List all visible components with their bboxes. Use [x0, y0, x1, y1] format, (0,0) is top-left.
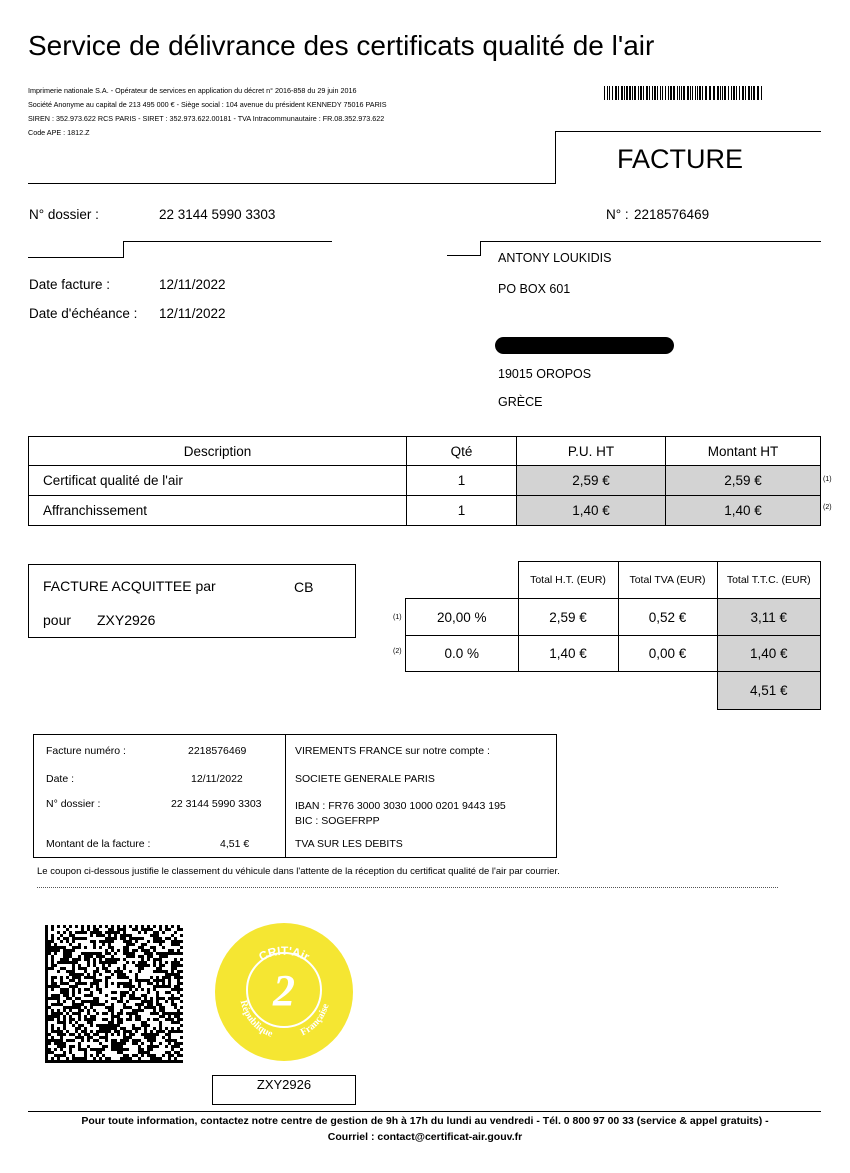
table-row — [29, 466, 821, 496]
legal-line-3: SIREN : 352.973.622 RCS PARIS - SIRET : 352.973.622.00181 - TVA Intracommunautaire : FR.08.352.973.622 — [28, 114, 385, 123]
footnote-marker: (2) — [823, 504, 832, 511]
divider — [123, 241, 332, 242]
header-total-tva: Total TVA (EUR) — [618, 562, 717, 599]
total-ht: 1,40 € — [518, 636, 618, 672]
items-table — [28, 436, 821, 526]
footnote-marker: (1) — [393, 614, 402, 621]
page-title: Service de délivrance des certificats qualité de l'air — [28, 30, 655, 61]
sticker-brand: CRIT'Air — [256, 943, 312, 964]
invoice-number-label: N° : — [606, 207, 629, 222]
item-unit-price: 1,40 € — [517, 496, 666, 526]
footer-info: Pour toute information, contactez notre centre de gestion de 9h à 17h du lundi au vendredi - Tél. 0 800 97 00 33 (service & appel gratuits) - — [81, 1115, 769, 1127]
item-unit-price: 2,59 € — [517, 466, 666, 496]
sticker-right-text: Française — [298, 1002, 332, 1039]
divider — [555, 131, 556, 184]
bic: BIC : SOGEFRPP — [295, 815, 380, 827]
recipient-address: PO BOX 601 — [498, 282, 571, 296]
due-date-label: Date d'échéance : — [29, 306, 138, 321]
item-amount: 1,40 € — [666, 496, 821, 526]
payment-plate: ZXY2926 — [97, 612, 156, 628]
item-qty: 1 — [407, 466, 517, 496]
header-unit-price: P.U. HT — [517, 437, 666, 466]
summary-box — [33, 734, 557, 858]
datamatrix-icon — [45, 925, 184, 1064]
header-total-ht: Total H.T. (EUR) — [518, 562, 618, 599]
coupon-plate: ZXY2926 — [256, 1077, 312, 1092]
divider — [480, 241, 481, 256]
legal-line-4: Code APE : 1812.Z — [28, 128, 90, 137]
plate-box — [212, 1075, 356, 1105]
invoice-number-value: 2218576469 — [634, 207, 710, 222]
footer-email: Courriel : contact@certificat-air.gouv.fr — [327, 1131, 523, 1143]
date-value: 12/11/2022 — [159, 277, 226, 292]
tva-note: TVA SUR LES DEBITS — [295, 838, 403, 850]
divider — [28, 257, 124, 258]
header-amount: Montant HT — [666, 437, 821, 466]
iban: IBAN : FR76 3000 3030 1000 0201 9443 195 — [295, 800, 506, 812]
bank-name: SOCIETE GENERALE PARIS — [295, 773, 435, 785]
vat-rate: 20,00 % — [406, 599, 519, 636]
due-date-value: 12/11/2022 — [159, 306, 226, 321]
acquittee-label: FACTURE ACQUITTEE par — [43, 578, 216, 594]
grand-total: 4,51 € — [717, 672, 821, 710]
recipient-name: ANTONY LOUKIDIS — [498, 251, 612, 265]
summary-amount-label: Montant de la facture : — [46, 838, 151, 850]
item-description: Certificat qualité de l'air — [29, 466, 407, 496]
footnote-marker: (2) — [393, 648, 402, 655]
total-tva: 0,00 € — [618, 636, 717, 672]
payment-box — [28, 564, 356, 638]
total-ttc: 1,40 € — [717, 636, 821, 672]
summary-dossier-label: N° dossier : — [46, 798, 101, 810]
coupon-notice: Le coupon ci-dessous justifie le classement du véhicule dans l'attente de la réception du certificat qualité de l'air par courrier. — [37, 866, 560, 877]
dossier-label: N° dossier : — [29, 207, 99, 222]
table-row — [29, 496, 821, 526]
recipient-postal: 19015 OROPOS — [498, 367, 592, 381]
vat-rate: 0.0 % — [406, 636, 519, 672]
header-qty: Qté — [407, 437, 517, 466]
summary-invoice-label: Facture numéro : — [46, 745, 126, 757]
critair-sticker-icon — [214, 922, 354, 1062]
totals-table — [405, 561, 821, 710]
total-ttc: 3,11 € — [717, 599, 821, 636]
redaction-bar — [495, 337, 674, 354]
payment-method: CB — [294, 579, 314, 595]
legal-line-2: Société Anonyme au capital de 213 495 000 € - Siège social : 104 avenue du président KENNEDY 75016 PARIS — [28, 100, 387, 109]
transfer-title: VIREMENTS FRANCE sur notre compte : — [295, 745, 490, 757]
item-amount: 2,59 € — [666, 466, 821, 496]
sticker-class: 2 — [273, 966, 295, 1015]
divider — [123, 241, 124, 258]
divider — [285, 734, 286, 858]
document-type: FACTURE — [617, 144, 744, 174]
sticker-left-text: République — [237, 999, 275, 1040]
legal-line-1: Imprimerie nationale S.A. - Opérateur de services en application du décret n° 2016-858 du 29 juin 2016 — [28, 86, 357, 95]
total-tva: 0,52 € — [618, 599, 717, 636]
footnote-marker: (1) — [823, 476, 832, 483]
summary-amount: 4,51 € — [220, 838, 250, 850]
summary-invoice-number: 2218576469 — [188, 745, 247, 757]
table-row — [406, 636, 821, 672]
divider — [28, 1111, 821, 1112]
barcode-icon — [604, 86, 766, 100]
divider — [555, 131, 821, 132]
divider — [480, 241, 821, 242]
item-qty: 1 — [407, 496, 517, 526]
pour-label: pour — [43, 612, 72, 628]
summary-date: 12/11/2022 — [191, 773, 243, 785]
cut-line — [37, 887, 778, 888]
divider — [28, 183, 556, 184]
dossier-value: 22 3144 5990 3303 — [159, 207, 276, 222]
summary-dossier: 22 3144 5990 3303 — [171, 798, 262, 810]
recipient-country: GRÈCE — [498, 395, 543, 409]
header-total-ttc: Total T.T.C. (EUR) — [717, 562, 821, 599]
divider — [447, 255, 481, 256]
table-row — [406, 599, 821, 636]
item-description: Affranchissement — [29, 496, 407, 526]
date-label: Date facture : — [29, 277, 111, 292]
summary-date-label: Date : — [46, 773, 75, 785]
header-description: Description — [29, 437, 407, 466]
total-ht: 2,59 € — [518, 599, 618, 636]
